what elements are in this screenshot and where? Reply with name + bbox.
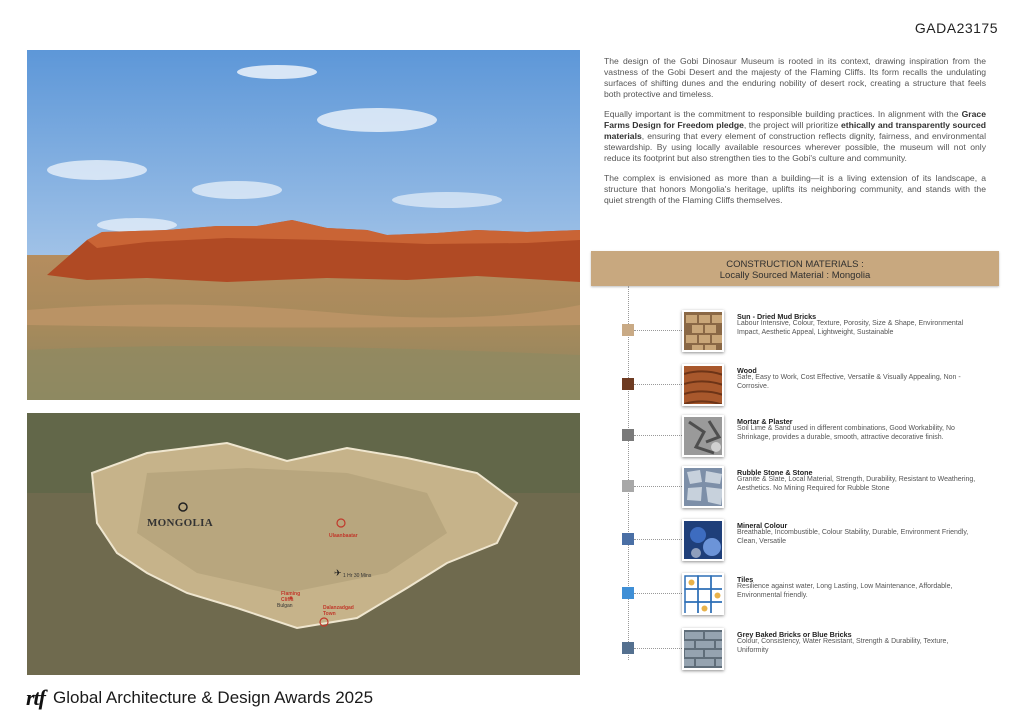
material-color-swatch: [622, 324, 634, 336]
material-title: Grey Baked Bricks or Blue Bricks: [737, 630, 852, 639]
wood-swatch-icon: [682, 364, 724, 406]
map-flight-label: 1 Hr 30 Mins: [343, 573, 372, 579]
map-cliffs-label: Flaming Cliffs: [281, 591, 301, 603]
material-item: [622, 519, 982, 567]
material-item: [622, 573, 982, 621]
material-color-swatch: [622, 533, 634, 545]
map-town-label: Dalanzadgad Town: [323, 605, 354, 617]
materials-title: CONSTRUCTION MATERIALS :: [726, 259, 864, 270]
connector-line: [634, 486, 682, 487]
mud-bricks-swatch-icon: [682, 310, 724, 352]
material-desc: Safe, Easy to Work, Cost Effective, Versatile & Visually Appealing, Non - Corrosive.: [737, 374, 961, 390]
material-item: [622, 415, 982, 463]
map-site-label: Bulgan: [277, 603, 293, 609]
connector-line: [634, 384, 682, 385]
tiles-swatch-icon: [682, 573, 724, 615]
material-title: Wood: [737, 366, 757, 375]
material-item: [622, 310, 982, 358]
material-desc: Colour, Consistency, Water Resistant, Strength & Durability, Texture, Uniformity: [737, 638, 949, 654]
material-item: [622, 628, 982, 676]
material-color-swatch: [622, 378, 634, 390]
connector-line: [634, 593, 682, 594]
project-code: GADA23175: [914, 20, 998, 36]
plaster-swatch-icon: [682, 415, 724, 457]
material-desc: Resilience against water, Long Lasting, Low Maintenance, Affordable, Environmental friendly.: [737, 583, 953, 599]
materials-banner: [591, 251, 999, 286]
material-title: Rubble Stone & Stone: [737, 468, 813, 477]
material-desc: Soil Lime & Sand used in different combinations, Good Workability, No Shrinkage, provides a durable, smooth, attractive decorative finish.: [737, 425, 955, 441]
rtf-logo: rtf: [26, 685, 45, 710]
material-color-swatch: [622, 642, 634, 654]
material-color-swatch: [622, 429, 634, 441]
paragraph-3: The complex is envisioned as more than a building—it is a living extension of its landscape, a structure that honors Mongolia's heritage, uplifts its neighboring community, and stands with the quiet strength of the Flaming Cliffs themselves.: [604, 173, 986, 205]
material-color-swatch: [622, 480, 634, 492]
material-item: [622, 364, 982, 412]
paragraph-1: The design of the Gobi Dinosaur Museum is rooted in its context, drawing inspiration from the vastness of the Gobi Desert and the majesty of the Flaming Cliffs. Its form recalls the undulating surfaces of shifting dunes and the enduring nobility of desert rock, creating a structure that feels both protective and timeless.: [604, 56, 986, 99]
material-desc: Granite & Slate, Local Material, Strength, Durability, Resistant to Weathering, Aesthetics. No Mining Required for Rubble Stone: [737, 476, 976, 492]
map-country-label: MONGOLIA: [147, 517, 213, 529]
materials-subtitle: Locally Sourced Material : Mongolia: [719, 270, 871, 281]
connector-line: [634, 435, 682, 436]
stone-swatch-icon: [682, 466, 724, 508]
material-title: Mortar & Plaster: [737, 417, 793, 426]
map-city-label: Ulaanbaatar: [329, 533, 358, 539]
mongolia-map: [27, 413, 580, 675]
flaming-cliffs-photo: [27, 50, 580, 400]
material-item: [622, 466, 982, 514]
description-text: [604, 56, 986, 215]
blue-bricks-swatch-icon: [682, 628, 724, 670]
connector-line: [634, 648, 682, 649]
connector-line: [634, 539, 682, 540]
material-title: Tiles: [737, 575, 754, 584]
paragraph-2: Equally important is the commitment to responsible building practices. In alignment with the Grace Farms Design for Freedom pledge, the project will prioritize ethically and transparently sourced materials, ensuring that every element of construction reflects dignity, fairness, and environmental stewardship. By using locally available resources wherever possible, the museum will not only reduce its footprint but also strengthen ties to the Gobi's culture and community.: [604, 109, 986, 163]
footer-title: Global Architecture & Design Awards 2025: [53, 688, 374, 707]
material-desc: Labour Intensive, Colour, Texture, Porosity, Size & Shape, Environmental Impact, Aesthetic Appeal, Lightweight, Sustainable: [737, 320, 964, 336]
material-title: Sun - Dried Mud Bricks: [737, 312, 817, 321]
material-desc: Breathable, Incombustible, Colour Stability, Durable, Environment Friendly, Clean, Versatile: [737, 529, 969, 545]
material-color-swatch: [622, 587, 634, 599]
mineral-swatch-icon: [682, 519, 724, 561]
footer: [26, 687, 373, 709]
connector-line: [634, 330, 682, 331]
airplane-icon: ✈: [334, 568, 342, 578]
material-title: Mineral Colour: [737, 521, 788, 530]
